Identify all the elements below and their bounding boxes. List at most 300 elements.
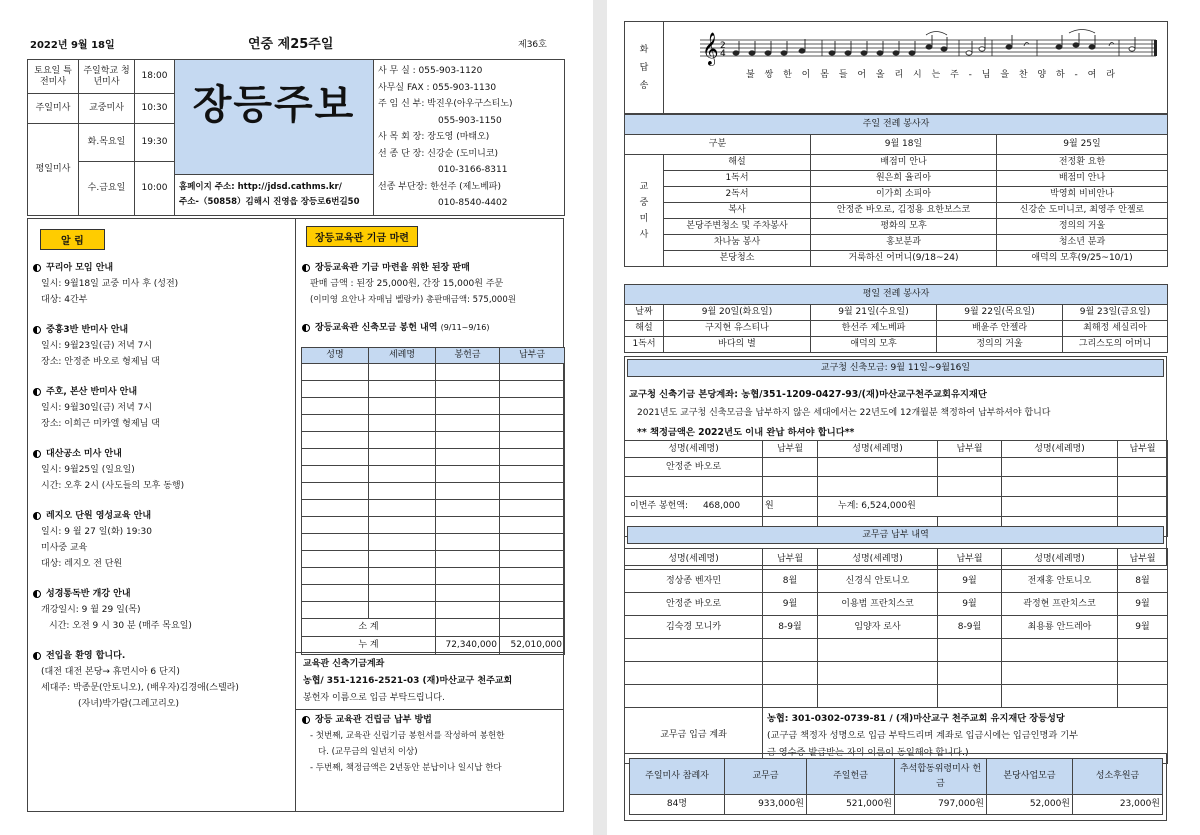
header-cell: 성명(세례명)	[818, 441, 938, 458]
bulletin-title-cell	[175, 60, 374, 175]
header-cell: 교무금	[725, 759, 807, 795]
notice-line: 일시: 9월30일(금) 저녁 7시	[41, 403, 153, 413]
table-row	[625, 203, 1168, 219]
hymn-label: 화답송	[625, 22, 664, 114]
offering-row	[625, 497, 1168, 517]
council-president: 사 목 회 장: 장도영 (마태오)	[378, 132, 490, 142]
table-cell: 김숙경 모니카	[625, 616, 763, 639]
table-cell	[500, 432, 565, 449]
svg-text:2: 2	[720, 41, 726, 51]
hymn-lyrics: 불 쌍 한 이 몸 들 어 올 리 시 는 주 - 님 을 찬 양 하 - 여 라	[746, 70, 1117, 80]
header-cell: 9월 18일	[811, 135, 997, 155]
table-cell: 본당청소	[664, 251, 811, 267]
table-row	[625, 662, 1168, 685]
table-cell	[500, 415, 565, 432]
table-cell: 배점미 안나	[997, 171, 1168, 187]
table-cell: 9월	[763, 593, 818, 616]
dues-account-note: 금 영수증 발급받는 자의 이름이 동일해야 합니다.)	[767, 747, 969, 758]
table-row	[302, 568, 565, 585]
dues-account-note: (교구금 책정자 성명으로 입금 부탁드리며 계좌로 입금시에는 입금인명과 기부	[767, 730, 1078, 741]
table-cell: 거룩하신 어머니(9/18~24)	[811, 251, 997, 267]
table-header-row	[625, 135, 1168, 155]
notice-line: 대상: 레지오 전 단원	[41, 559, 123, 569]
header-cell: 납부월	[763, 441, 818, 458]
table-cell	[1118, 685, 1168, 708]
table-cell	[436, 585, 500, 602]
table-cell: 9월	[938, 570, 1002, 593]
table-cell	[302, 432, 369, 449]
table-row	[302, 364, 565, 381]
table-row	[302, 415, 565, 432]
table-cell	[302, 466, 369, 483]
diocese-fund-title: 교구청 신축모금: 9월 11일~9월16일	[627, 359, 1164, 377]
notice-line: 장소: 안정준 바오로 형제님 댁	[41, 357, 160, 367]
method-line: - 첫번째, 교육관 신립기금 봉헌서를 작성하여 봉헌한	[310, 731, 505, 741]
table-cell	[302, 517, 369, 534]
table-cell: 애덕의 모후	[811, 337, 937, 353]
account-note: 봉헌자 이름으로 입금 부탁드립니다.	[303, 693, 445, 703]
mass-name: 수.금요일	[79, 161, 135, 215]
project-fund-value: 52,000원	[987, 795, 1073, 815]
table-cell: 정의의 거울	[937, 337, 1063, 353]
funeral-leader: 선 종 단 장: 신강순 (도미니코)	[378, 148, 498, 159]
table-cell	[1002, 662, 1118, 685]
table-row	[302, 483, 565, 500]
method-line: - 두번째, 책정금액은 2년동안 분납이나 일시납 한다	[310, 763, 502, 773]
table-cell	[369, 534, 436, 551]
table-cell	[369, 415, 436, 432]
header-cell: 9월 21일(수요일)	[811, 305, 937, 321]
header-cell: 납부월	[763, 549, 818, 570]
bullet-icon	[302, 324, 310, 332]
header-cell: 9월 20일(화요일)	[664, 305, 811, 321]
account-title: 교육관 신축기금계좌	[303, 659, 385, 669]
header-cell: 성소후원금	[1073, 759, 1163, 795]
table-cell	[436, 398, 500, 415]
table-cell: 한선주 제노베파	[811, 321, 937, 337]
edu-tag: 장등교육관 기금 마련	[306, 226, 418, 247]
table-cell	[436, 466, 500, 483]
table-cell	[818, 639, 938, 662]
homepage-link[interactable]: 홈페이지 주소: http://jdsd.cathms.kr/	[179, 181, 342, 192]
notice-line: 시간: 오전 9 시 30 분 (매주 목요일)	[49, 621, 192, 631]
table-cell: 그리스도의 어머니	[1063, 337, 1168, 353]
table-cell: 안정준 바오로, 김정용 요한보스코	[811, 203, 997, 219]
table-cell: 신강순 도미니코, 최영주 안젤로	[997, 203, 1168, 219]
table-cell	[369, 449, 436, 466]
table-row	[625, 685, 1168, 708]
mass-time: 19:30	[135, 124, 175, 162]
funeral-vice-leader-phone: 010-8540-4402	[438, 198, 508, 208]
table-cell	[302, 449, 369, 466]
pastor: 주 임 신 부: 박진우(아우구스티노)	[378, 99, 513, 109]
table-cell	[500, 517, 565, 534]
table-cell: 8-9월	[938, 616, 1002, 639]
table-row	[302, 534, 565, 551]
table-cell: 최해정 세실리아	[1063, 321, 1168, 337]
table-cell	[302, 381, 369, 398]
table-cell	[369, 483, 436, 500]
donation-title: 장등교육관 신축모금 봉헌 내역 (9/11~9/16)	[302, 320, 562, 336]
sunday-rows	[625, 155, 1168, 267]
table-cell: 안정준 바오로	[625, 593, 763, 616]
header-cell: 납부금	[500, 348, 565, 364]
table-cell	[369, 500, 436, 517]
table-cell	[938, 639, 1002, 662]
table-cell: 9월	[1118, 616, 1168, 639]
table-row	[625, 219, 1168, 235]
table-cell	[436, 500, 500, 517]
notice-line: 개강일시: 9 월 29 일(목)	[41, 605, 141, 615]
group-label: 교중미사	[625, 155, 664, 267]
table-cell: 신경식 안토니오	[818, 570, 938, 593]
table-cell: 홍보분과	[811, 235, 997, 251]
total-label: 누 계	[302, 637, 436, 655]
header-cell: 추석합동위령미사 헌금	[895, 759, 987, 795]
table-row	[625, 251, 1168, 267]
header-cell: 세례명	[369, 348, 436, 364]
svg-text:4: 4	[720, 49, 726, 59]
mass-name: 주일학교 청년미사	[79, 60, 135, 94]
church-address: 주소-（50858）김해시 진영읍 장등로6번길50	[179, 196, 360, 207]
table-row	[302, 517, 565, 534]
table-cell	[1002, 639, 1118, 662]
table-row	[302, 551, 565, 568]
table-row	[625, 458, 1168, 477]
table-cell	[302, 534, 369, 551]
table-row	[302, 585, 565, 602]
homepage-address-cell	[175, 174, 374, 215]
header-cell: 납부월	[1118, 549, 1168, 570]
notice-tag: 알 림	[40, 229, 105, 250]
table-cell: 배윤주 안젤라	[937, 321, 1063, 337]
hymn-score	[664, 22, 1168, 114]
table-cell	[500, 568, 565, 585]
table-cell	[625, 685, 763, 708]
dues-value: 933,000원	[725, 795, 807, 815]
table-cell: 8-9월	[763, 616, 818, 639]
table-cell: 1독서	[625, 337, 664, 353]
table-cell: 해설	[625, 321, 664, 337]
table-cell	[369, 551, 436, 568]
bullet-icon	[33, 512, 41, 520]
table-header-row	[630, 759, 1163, 795]
notice-line: (자녀)박가람(그레고리오)	[78, 699, 179, 709]
sunday-offering-value: 521,000원	[807, 795, 895, 815]
office-fax: 사무실 FAX : 055-903-1130	[378, 82, 497, 93]
dues-account-label: 교무금 입금 계좌	[625, 708, 763, 764]
table-cell	[818, 685, 938, 708]
stats-values-row	[630, 795, 1163, 815]
table-cell: 본당주변청소 및 주차봉사	[664, 219, 811, 235]
table-cell: 해설	[664, 155, 811, 171]
diocese-payment-table	[624, 440, 1168, 537]
table-cell	[763, 662, 818, 685]
notice-title: 꾸리아 모임 안내	[33, 260, 291, 276]
method-line: 다. (교무금의 일년치 이상)	[318, 747, 418, 757]
bullet-icon	[33, 388, 41, 396]
header-cell: 성명(세례명)	[625, 441, 763, 458]
table-row	[625, 616, 1168, 639]
table-cell	[763, 639, 818, 662]
header-cell: 성명(세례명)	[818, 549, 938, 570]
table-row	[625, 187, 1168, 203]
bullet-icon	[33, 652, 41, 660]
mass-time: 18:00	[135, 60, 175, 94]
table-cell	[436, 483, 500, 500]
table-cell	[369, 398, 436, 415]
liturgical-week: 연중 제25주일	[248, 37, 334, 52]
weekday-rows	[625, 321, 1168, 353]
table-cell: 정상종 벤자민	[625, 570, 763, 593]
table-cell: 최용룡 안드레아	[1002, 616, 1118, 639]
account-info	[303, 656, 563, 707]
notice-list	[33, 260, 291, 712]
payment-method-title: 장등 교육관 건립금 납부 방법	[302, 712, 562, 728]
header-cell: 성명(세례명)	[625, 549, 763, 570]
header-cell: 9월 25일	[997, 135, 1168, 155]
table-cell	[818, 662, 938, 685]
svg-text:𝄞: 𝄞	[702, 32, 719, 65]
diocese-fund-info	[629, 385, 1165, 442]
table-row	[625, 235, 1168, 251]
table-row	[625, 171, 1168, 187]
mass-name: 교중미사	[79, 94, 135, 124]
table-cell	[302, 551, 369, 568]
notice-line: 세대주: 박종문(안토니오), (배우자)김경애(스텔라)	[41, 683, 239, 693]
table-cell	[500, 398, 565, 415]
won-unit: 원	[763, 497, 818, 517]
table-cell	[369, 364, 436, 381]
week-offering-cell: 이번주 봉헌액: 468,000	[625, 497, 763, 517]
table-cell	[302, 415, 369, 432]
mass-type: 토요일 특전미사	[28, 60, 79, 94]
notice-title: 중흥3반 반미사 안내	[33, 322, 291, 338]
table-cell: 차나눔 봉사	[664, 235, 811, 251]
table-cell: 바다의 별	[664, 337, 811, 353]
account-number: 농협/ 351-1216-2521-03 (재)마산교구 천주교회	[303, 676, 513, 686]
donation-table	[301, 347, 565, 655]
table-cell	[369, 466, 436, 483]
table-cell	[1118, 662, 1168, 685]
table-cell	[938, 662, 1002, 685]
dues-account-number: 농협: 301-0302-0739-81 / (재)마산교구 천주교회 유지재단 장등성당	[767, 713, 1065, 724]
weekday-servers-table	[624, 284, 1168, 353]
table-row	[625, 570, 1168, 593]
table-cell	[302, 398, 369, 415]
table-cell	[302, 568, 369, 585]
office-phone: 사 무 실 : 055-903-1120	[378, 66, 483, 76]
table-header-row	[625, 305, 1168, 321]
table-row	[302, 500, 565, 517]
table-cell: 원은희 율리아	[811, 171, 997, 187]
mass-name: 화.목요일	[79, 124, 135, 162]
table-cell	[500, 551, 565, 568]
bulletin-date: 2022년 9월 18일	[30, 40, 115, 51]
weekday-table-title: 평일 전례 봉사자	[625, 285, 1168, 305]
bulletin-title: 장등주보	[192, 81, 356, 128]
table-cell: 복사	[664, 203, 811, 219]
music-staff-icon	[664, 22, 1168, 114]
diocese-account: 교구청 신축기금 본당계좌: 농협/351-1209-0427-93/(재)마산교구천주교회유지재단	[629, 389, 987, 400]
bullet-icon	[33, 590, 41, 598]
table-cell	[500, 449, 565, 466]
mass-type: 주일미사	[28, 94, 79, 124]
payer-name: 안정준 바오로	[625, 458, 763, 477]
table-cell: 이용범 프란치스코	[818, 593, 938, 616]
table-row	[302, 381, 565, 398]
table-cell	[763, 685, 818, 708]
table-cell	[500, 534, 565, 551]
table-cell	[1118, 639, 1168, 662]
header-cell: 봉헌금	[436, 348, 500, 364]
table-cell	[500, 381, 565, 398]
sunday-servers-table	[624, 114, 1168, 267]
table-cell: 8월	[1118, 570, 1168, 593]
diocese-note-emphasis: ** 책정금액은 2022년도 이내 완납 하셔야 합니다**	[637, 427, 855, 438]
header-cell: 9월 22일(목요일)	[937, 305, 1063, 321]
header-cell: 9월 23일(금요일)	[1063, 305, 1168, 321]
table-row	[625, 337, 1168, 353]
issue-number: 제36호	[518, 40, 547, 50]
payment-method	[302, 712, 562, 776]
bullet-icon	[302, 716, 310, 724]
notice-line: 일시: 9월23일(금) 저녁 7시	[41, 341, 153, 351]
table-cell	[938, 685, 1002, 708]
table-header-row	[625, 549, 1168, 570]
mass-time: 10:30	[135, 94, 175, 124]
notice-title: 성경통독반 개강 안내	[33, 586, 291, 602]
notice-title: 주호, 본산 반미사 안내	[33, 384, 291, 400]
table-row	[625, 477, 1168, 497]
pastor-phone: 055-903-1150	[438, 115, 502, 126]
column-divider	[295, 218, 296, 812]
table-row	[302, 466, 565, 483]
table-cell	[436, 415, 500, 432]
bullet-icon	[33, 326, 41, 334]
table-cell	[625, 662, 763, 685]
table-cell	[500, 500, 565, 517]
subtotal-row	[302, 619, 565, 637]
table-cell: 구지현 유스티나	[664, 321, 811, 337]
table-cell	[369, 568, 436, 585]
table-cell	[500, 466, 565, 483]
memorial-offering-value: 797,000원	[895, 795, 987, 815]
table-row	[302, 432, 565, 449]
notice-line: 일시: 9 월 27 일(화) 19:30	[41, 527, 152, 537]
notice-line: 대상: 4간부	[41, 295, 88, 305]
vocation-fund-value: 23,000원	[1073, 795, 1163, 815]
table-cell	[436, 449, 500, 466]
table-row	[302, 449, 565, 466]
table-cell: 2독서	[664, 187, 811, 203]
mass-type: 평일미사	[28, 124, 79, 216]
table-cell: 1독서	[664, 171, 811, 187]
table-cell: 8월	[763, 570, 818, 593]
right-page	[607, 0, 1200, 835]
header-cell: 주일헌금	[807, 759, 895, 795]
subtotal-label: 소 계	[302, 619, 436, 637]
header-cell: 성명(세례명)	[1002, 441, 1118, 458]
notice-line: (대전 대전 본당→ 휴먼시아 6 단지)	[41, 667, 180, 677]
table-cell	[369, 602, 436, 619]
notice-line: 시간: 오후 2시 (사도들의 모후 동행)	[41, 481, 185, 491]
table-cell	[302, 585, 369, 602]
bullet-icon	[33, 264, 41, 272]
header-cell: 납부월	[1118, 441, 1168, 458]
table-cell	[500, 602, 565, 619]
edu-sale-title: 장등교육관 기금 마련을 위한 된장 판매	[302, 260, 562, 276]
mass-schedule-table	[27, 59, 565, 216]
table-cell: 평화의 모후	[811, 219, 997, 235]
table-cell: 9월	[1118, 593, 1168, 616]
table-cell	[436, 364, 500, 381]
table-cell	[302, 500, 369, 517]
table-cell	[500, 364, 565, 381]
table-row	[302, 602, 565, 619]
table-cell	[436, 381, 500, 398]
diocese-note: 2021년도 교구청 신축모금을 납부하지 않은 세대에서는 22년도에 12개월분 책정하여 납부하셔야 합니다	[637, 408, 1051, 418]
stats-table	[629, 758, 1163, 815]
total-offering: 72,340,000	[436, 637, 500, 655]
table-cell: 9월	[938, 593, 1002, 616]
header-cell: 날짜	[625, 305, 664, 321]
notice-line: 일시: 9월25일 (일요일)	[41, 465, 135, 475]
table-cell	[369, 517, 436, 534]
table-row	[625, 321, 1168, 337]
table-cell: 배점미 안나	[811, 155, 997, 171]
table-cell	[436, 432, 500, 449]
notice-line: 미사중 교육	[41, 543, 88, 553]
bullet-icon	[302, 264, 310, 272]
funeral-vice-leader: 선종 부단장: 한선주 (제노베파)	[378, 181, 501, 192]
cumulative-total: 누계: 6,524,000원	[818, 497, 1002, 517]
notice-line: 일시: 9월18일 교중 미사 후 (성전)	[41, 279, 179, 289]
bullet-icon	[33, 450, 41, 458]
header-cell: 구분	[625, 135, 811, 155]
notice-line: 장소: 이희근 미카엘 형제님 댁	[41, 419, 160, 429]
funeral-leader-phone: 010-3166-8311	[438, 165, 508, 175]
table-cell	[625, 639, 763, 662]
left-page	[0, 0, 593, 835]
table-cell	[302, 602, 369, 619]
dues-rows	[625, 570, 1168, 708]
table-cell: 이가희 소피아	[811, 187, 997, 203]
table-row	[625, 155, 1168, 171]
sunday-table-title: 주일 전례 봉사자	[625, 115, 1168, 135]
table-cell: 청소년 분과	[997, 235, 1168, 251]
table-cell	[369, 381, 436, 398]
table-row	[302, 398, 565, 415]
table-cell: 곽정현 프란치스코	[1002, 593, 1118, 616]
donation-rows	[302, 364, 565, 619]
table-cell	[436, 551, 500, 568]
total-paid: 52,010,000	[500, 637, 565, 655]
table-cell	[500, 483, 565, 500]
table-cell	[436, 534, 500, 551]
contact-info	[374, 60, 565, 216]
header-cell: 본당사업모금	[987, 759, 1073, 795]
header-cell: 납부월	[938, 549, 1002, 570]
table-cell	[436, 602, 500, 619]
edu-sale	[302, 260, 562, 336]
notice-title: 레지오 단원 영성교육 안내	[33, 508, 291, 524]
table-header-row	[625, 441, 1168, 458]
table-row	[625, 639, 1168, 662]
notice-title: 대산공소 미사 안내	[33, 446, 291, 462]
table-cell: 정의의 거울	[997, 219, 1168, 235]
table-cell	[436, 517, 500, 534]
